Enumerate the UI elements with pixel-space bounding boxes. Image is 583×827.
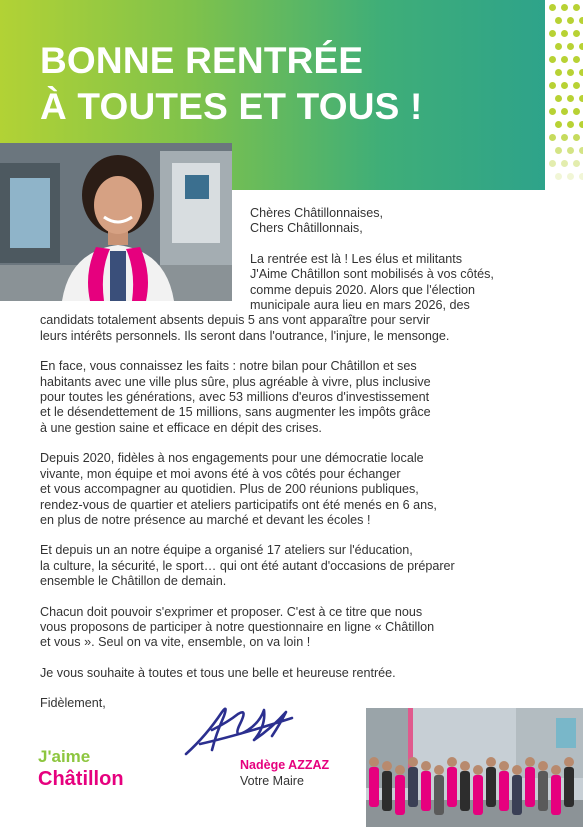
letter-line: vivante, mon équipe et moi avons été à vos côtés pour échanger [40,466,401,481]
letter-line: Fidèlement, [40,696,106,711]
crowd-person [460,761,470,811]
signatory-name: Nadège AZZAZ [240,758,330,772]
paragraph-gap [40,436,550,451]
crowd-person [486,757,496,807]
page-title [40,38,423,130]
decorative-dot-pattern [545,0,583,190]
letter-paragraph-p6 [40,666,550,681]
letter-line: vous proposons de participer à notre questionnaire en ligne « Châtillon [40,619,435,634]
crowd-person [525,757,535,807]
decorative-dot [567,147,574,154]
decorative-dot [555,173,562,180]
decorative-dot [579,95,583,102]
decorative-dot [561,30,568,37]
decorative-dot [579,147,583,154]
letter-line: à une gestion saine et efficace en dépit des crises. [40,420,322,435]
title-line-1: BONNE RENTRÉE [40,40,364,81]
letter-line: et le désendettement de 15 millions, sans augmenter les impôts grâce [40,405,431,420]
paragraph-gap [40,237,550,252]
letter-paragraph-p5 [40,605,550,651]
crowd-person [421,761,431,811]
decorative-dot [567,17,574,24]
group-illustration [366,708,583,827]
decorative-dot [579,17,583,24]
letter-paragraph-p4 [40,543,550,589]
decorative-dot [555,121,562,128]
letter-line: en plus de notre présence au marché et devant les écoles ! [40,512,371,527]
crowd-person [447,757,457,807]
crowd-person [395,765,405,815]
letter-line: Chères Châtillonnaises, [250,206,384,220]
decorative-dot [549,134,556,141]
paragraph-gap [40,344,550,359]
decorative-dot [555,69,562,76]
decorative-dot [561,160,568,167]
crowd-person [382,761,392,811]
paragraph-gap [40,681,550,696]
decorative-dot [573,134,580,141]
crowd-person [538,761,548,811]
decorative-dot [561,82,568,89]
paragraph-gap [40,590,550,605]
letter-line: Chers Châtillonnais, [250,221,363,236]
jaime-chatillon-logo [38,746,124,790]
decorative-dot [567,69,574,76]
letter-line: ensemble le Châtillon de demain. [40,574,227,589]
decorative-dot [561,134,568,141]
paragraph-gap [40,651,550,666]
decorative-dot [561,56,568,63]
letter-line: et vous accompagner au quotidien. Plus de 200 réunions publiques, [40,482,419,497]
decorative-dot [549,82,556,89]
letter-line: et vous ». Seul on va vite, ensemble, on va loin ! [40,635,311,650]
letter-line: pour toutes les générations, avec 53 millions d'euros d'investissement [40,390,430,405]
letter-line: municipale aura lieu en mars 2026, des [250,298,470,313]
letter-line: Depuis 2020, fidèles à nos engagements pour une démocratie locale [40,451,424,466]
signatory-role: Votre Maire [240,774,304,788]
decorative-dot [567,43,574,50]
letter-paragraph-p3 [40,451,550,528]
decorative-dot [561,4,568,11]
decorative-dot [555,147,562,154]
decorative-dot [573,30,580,37]
decorative-dot [549,160,556,167]
decorative-dot [549,56,556,63]
decorative-dot [573,82,580,89]
decorative-dot [573,56,580,63]
decorative-dot [555,95,562,102]
decorative-dot [549,30,556,37]
decorative-dot [561,108,568,115]
letter-line: rendez-vous de quartier et ateliers participatifs ont été menés en 6 ans, [40,497,437,512]
letter-line: En face, vous connaissez les faits : notre bilan pour Châtillon et ses [40,359,417,374]
logo-line-2: Châtillon [38,768,124,790]
decorative-dot [567,95,574,102]
letter-paragraph-p1 [40,252,550,344]
decorative-dot [579,69,583,76]
crowd-person [512,765,522,815]
decorative-dot [567,121,574,128]
crowd-person [473,765,483,815]
letter-line: J'Aime Châtillon sont mobilisés à vos côtés, [250,267,494,282]
letter-line: la culture, la sécurité, le sport… qui ont été autant d'occasions de préparer [40,558,455,573]
decorative-dot [573,108,580,115]
paragraph-gap [40,528,550,543]
title-line-2: À TOUTES ET TOUS ! [40,86,423,127]
letter-line: leurs intérêts personnels. Ils seront dans l'outrance, l'injure, le mensonge. [40,328,450,343]
letter-line: Je vous souhaite à toutes et tous une belle et heureuse rentrée. [40,665,396,680]
decorative-dot [579,121,583,128]
letter-line: La rentrée est là ! Les élus et militants [250,251,463,266]
crowd-person [408,757,418,807]
letter-line: comme depuis 2020. Alors que l'élection [250,282,476,297]
decorative-dot [549,4,556,11]
letter-paragraph-p2 [40,359,550,436]
decorative-dot [573,160,580,167]
decorative-dot [555,17,562,24]
decorative-dot [555,43,562,50]
signature-icon [176,700,302,767]
decorative-dot [579,173,583,180]
decorative-dot [573,4,580,11]
team-group-photo [366,708,583,827]
crowd-person [369,757,379,807]
letter-body [40,206,550,712]
decorative-dot [549,108,556,115]
letter-line: Chacun doit pouvoir s'exprimer et proposer. C'est à ce titre que nous [40,604,423,619]
decorative-dot [567,173,574,180]
crowd-person [434,765,444,815]
crowd-person [551,765,561,815]
letter-line: habitants avec une ville plus sûre, plus agréable à vivre, plus inclusive [40,374,431,389]
letter-paragraph-greeting [40,206,550,237]
logo-line-1: J'aime [38,747,91,766]
decorative-dot [579,43,583,50]
letter-line: Et depuis un an notre équipe a organisé 17 ateliers sur l'éducation, [40,543,413,558]
crowd-person [499,761,509,811]
letter-line: candidats totalement absents depuis 5 ans vont apparaître pour servir [40,313,430,328]
crowd-person [564,757,574,807]
